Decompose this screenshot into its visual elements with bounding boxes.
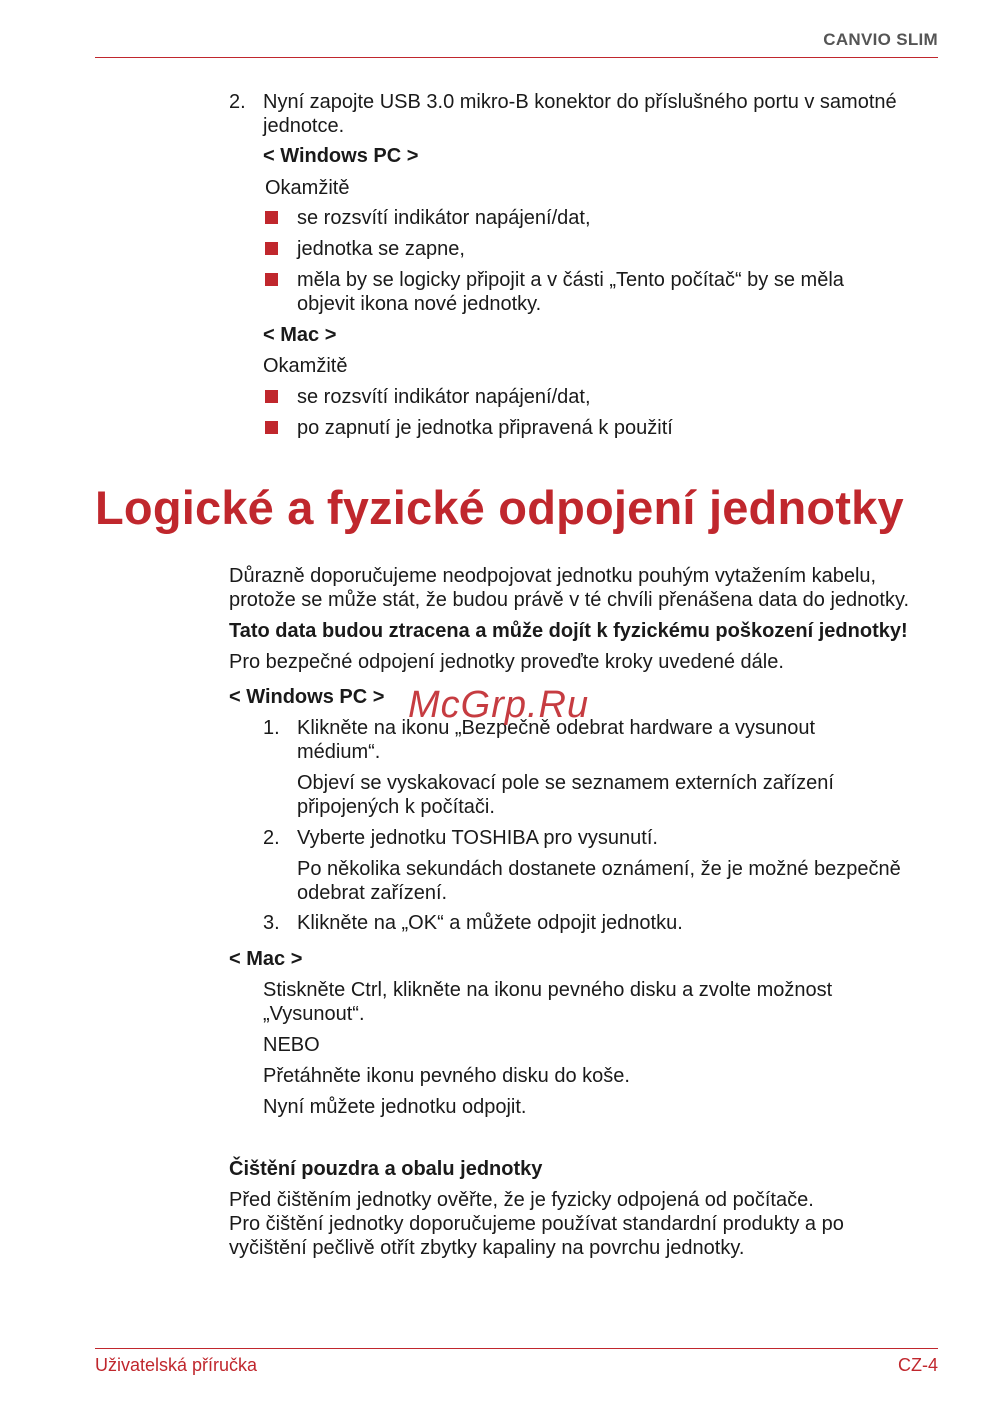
step-note-line: Po několika sekundách dostanete oznámení, že je možné bezpečně <box>297 858 901 880</box>
subsection-heading: Čištění pouzdra a obalu jednotky <box>229 1158 543 1180</box>
watermark: McGrp.Ru <box>408 684 590 726</box>
paragraph-line: Pro bezpečné odpojení jednotky proveďte kroky uvedené dále. <box>229 651 784 673</box>
step-number: 3. <box>263 912 280 934</box>
step-text-line: jednotce. <box>263 115 345 137</box>
bullet-square-icon <box>265 211 278 224</box>
step-number: 2. <box>263 827 280 849</box>
windows-heading: < Windows PC > <box>263 145 419 167</box>
step-text-line: Nyní zapojte USB 3.0 mikro-B konektor do příslušného portu v samotné <box>263 91 897 113</box>
header-divider <box>95 57 938 58</box>
list-item: objevit ikona nové jednotky. <box>297 293 542 315</box>
step-note-line: Objeví se vyskakovací pole se seznamem externích zařízení <box>297 772 834 794</box>
step-number: 2. <box>229 91 246 113</box>
step-note-line: připojených k počítači. <box>297 796 495 818</box>
paragraph-line: protože se může stát, že budou právě v té chvíli přenášena data do jednotky. <box>229 589 910 611</box>
list-item: se rozsvítí indikátor napájení/dat, <box>297 207 591 229</box>
paragraph-line: Důrazně doporučujeme neodpojovat jednotku pouhým vytažením kabelu, <box>229 565 877 587</box>
paragraph-line: Před čištěním jednotky ověřte, že je fyzicky odpojená od počítače. <box>229 1189 814 1211</box>
bullet-square-icon <box>265 421 278 434</box>
bullet-square-icon <box>265 242 278 255</box>
paragraph-line: NEBO <box>263 1034 320 1056</box>
step-number: 1. <box>263 717 280 739</box>
page-number: CZ-4 <box>898 1355 938 1375</box>
step-text-line: Vyberte jednotku TOSHIBA pro vysunutí. <box>297 827 658 849</box>
warning-text: Tato data budou ztracena a může dojít k fyzickému poškození jednotky! <box>229 620 908 642</box>
list-item: jednotka se zapne, <box>297 238 465 260</box>
paragraph-line: Pro čištění jednotky doporučujeme používat standardní produkty a po <box>229 1213 844 1235</box>
paragraph-line: Přetáhněte ikonu pevného disku do koše. <box>263 1065 630 1087</box>
windows-heading: < Windows PC > <box>229 686 385 708</box>
step-text-line: Klikněte na „OK“ a můžete odpojit jednotku. <box>297 912 683 934</box>
bullet-square-icon <box>265 390 278 403</box>
bullet-square-icon <box>265 273 278 286</box>
step-text-line: médium“. <box>297 741 381 763</box>
windows-intro: Okamžitě <box>265 177 350 199</box>
list-item: po zapnutí je jednotka připravená k použití <box>297 417 673 439</box>
header-product-name: CANVIO SLIM <box>823 30 938 49</box>
paragraph-line: vyčištění pečlivě otřít zbytky kapaliny na povrchu jednotky. <box>229 1237 745 1259</box>
mac-heading: < Mac > <box>263 324 337 346</box>
list-item: měla by se logicky připojit a v části „Tento počítač“ by se měla <box>297 269 844 291</box>
paragraph-line: „Vysunout“. <box>263 1003 365 1025</box>
step-text-line: Klikněte na ikonu „Bezpečně odebrat hardware a vysunout <box>297 717 816 739</box>
footer-divider <box>95 1348 938 1349</box>
mac-heading: < Mac > <box>229 948 303 970</box>
mac-intro: Okamžitě <box>263 355 348 377</box>
paragraph-line: Stiskněte Ctrl, klikněte na ikonu pevného disku a zvolte možnost <box>263 979 833 1001</box>
paragraph-line: Nyní můžete jednotku odpojit. <box>263 1096 527 1118</box>
step-note-line: odebrat zařízení. <box>297 882 448 904</box>
section-title: Logické a fyzické odpojení jednotky <box>95 481 904 534</box>
footer-manual-title: Uživatelská příručka <box>95 1355 258 1375</box>
list-item: se rozsvítí indikátor napájení/dat, <box>297 386 591 408</box>
